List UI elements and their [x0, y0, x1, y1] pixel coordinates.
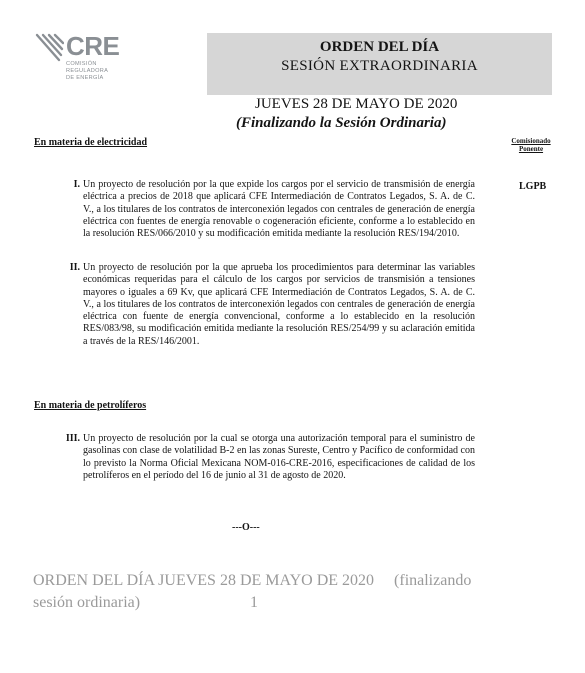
column-header-line-1: Comisionado	[511, 137, 551, 145]
agenda-item	[51, 433, 475, 482]
logo-acronym: CRE	[66, 31, 120, 61]
item-number: III.	[65, 433, 80, 444]
session-subtitle: (Finalizando la Sesión Ordinaria)	[236, 115, 447, 131]
session-date: JUEVES 28 DE MAYO DE 2020	[255, 96, 458, 112]
logo-subtitle	[66, 61, 108, 82]
page-title: ORDEN DEL DÍA	[319, 39, 440, 55]
separator: ---O---	[232, 522, 260, 533]
logo-line-2: REGULADORA	[66, 68, 109, 74]
item-text: Un proyecto de resolución por la que expide los cargos por el servicio de transmisión de energía eléctrica a precios de 2018 que aplicará CFE Intermediación de Contratos Legados, S. A. de C. V., a los titulares de los contratos de interconexión legados con centrales de generación de energía eléctrica con fuentes de energía renovable o cogeneración eficiente, conforme a lo establecido en la resolución RES/066/2010 y su modificación emitida mediante la resolución RES/194/2010.	[83, 179, 475, 240]
item-number: I.	[73, 179, 80, 190]
ponente-initials: LGPB	[519, 181, 547, 192]
item-text: Un proyecto de resolución por la que aprueba los procedimientos para determinar las variables económicas requeridas para el cálculo de los cargos por servicios de transmisión a tensiones mayores o iguales a 69 Kv, que aplicará CFE Intermediación de Contratos Legados, S. A. de C. V., a los titulares de los contratos de interconexión legados con centrales de generación de energía eléctrica con fuente de energía convencional, conforme a lo establecido en la resolución RES/083/98, su modificación emitida mediante la resolución RES/254/99 y su aclaración emitida a través de la RES/146/2001.	[83, 262, 475, 347]
section-heading-electricidad: En materia de electricidad	[34, 137, 148, 148]
agenda-item	[51, 179, 475, 240]
footer-line-1: ORDEN DEL DÍA JUEVES 28 DE MAYO DE 2020 (finalizando	[33, 572, 472, 589]
session-type: SESIÓN EXTRAORDINARIA	[281, 58, 478, 74]
cre-logo	[34, 30, 144, 92]
logo-line-1: COMISIÓN	[66, 61, 97, 67]
footer-line-2: sesión ordinaria)	[33, 594, 141, 611]
cre-logo-mark-icon	[34, 30, 64, 70]
logo-line-3: DE ENERGÍA	[66, 75, 104, 81]
column-header-line-2: Ponente	[518, 145, 544, 153]
item-text: Un proyecto de resolución por la cual se otorga una autorización temporal para el suministro de gasolinas con clase de volatilidad B-2 en las zonas Sureste, Centro y Pacífico de conformidad con lo previsto la Norma Oficial Mexicana NOM-016-CRE-2016, especificaciones de calidad de los petrolíferos en el período del 16 de junio al 31 de agosto de 2020.	[83, 433, 475, 481]
agenda-item	[51, 262, 475, 348]
item-number: II.	[69, 262, 80, 273]
page-number: 1	[250, 594, 258, 611]
column-header-ponente	[506, 137, 556, 153]
section-heading-petroliferos: En materia de petrolíferos	[34, 400, 147, 411]
title-box	[207, 33, 552, 95]
